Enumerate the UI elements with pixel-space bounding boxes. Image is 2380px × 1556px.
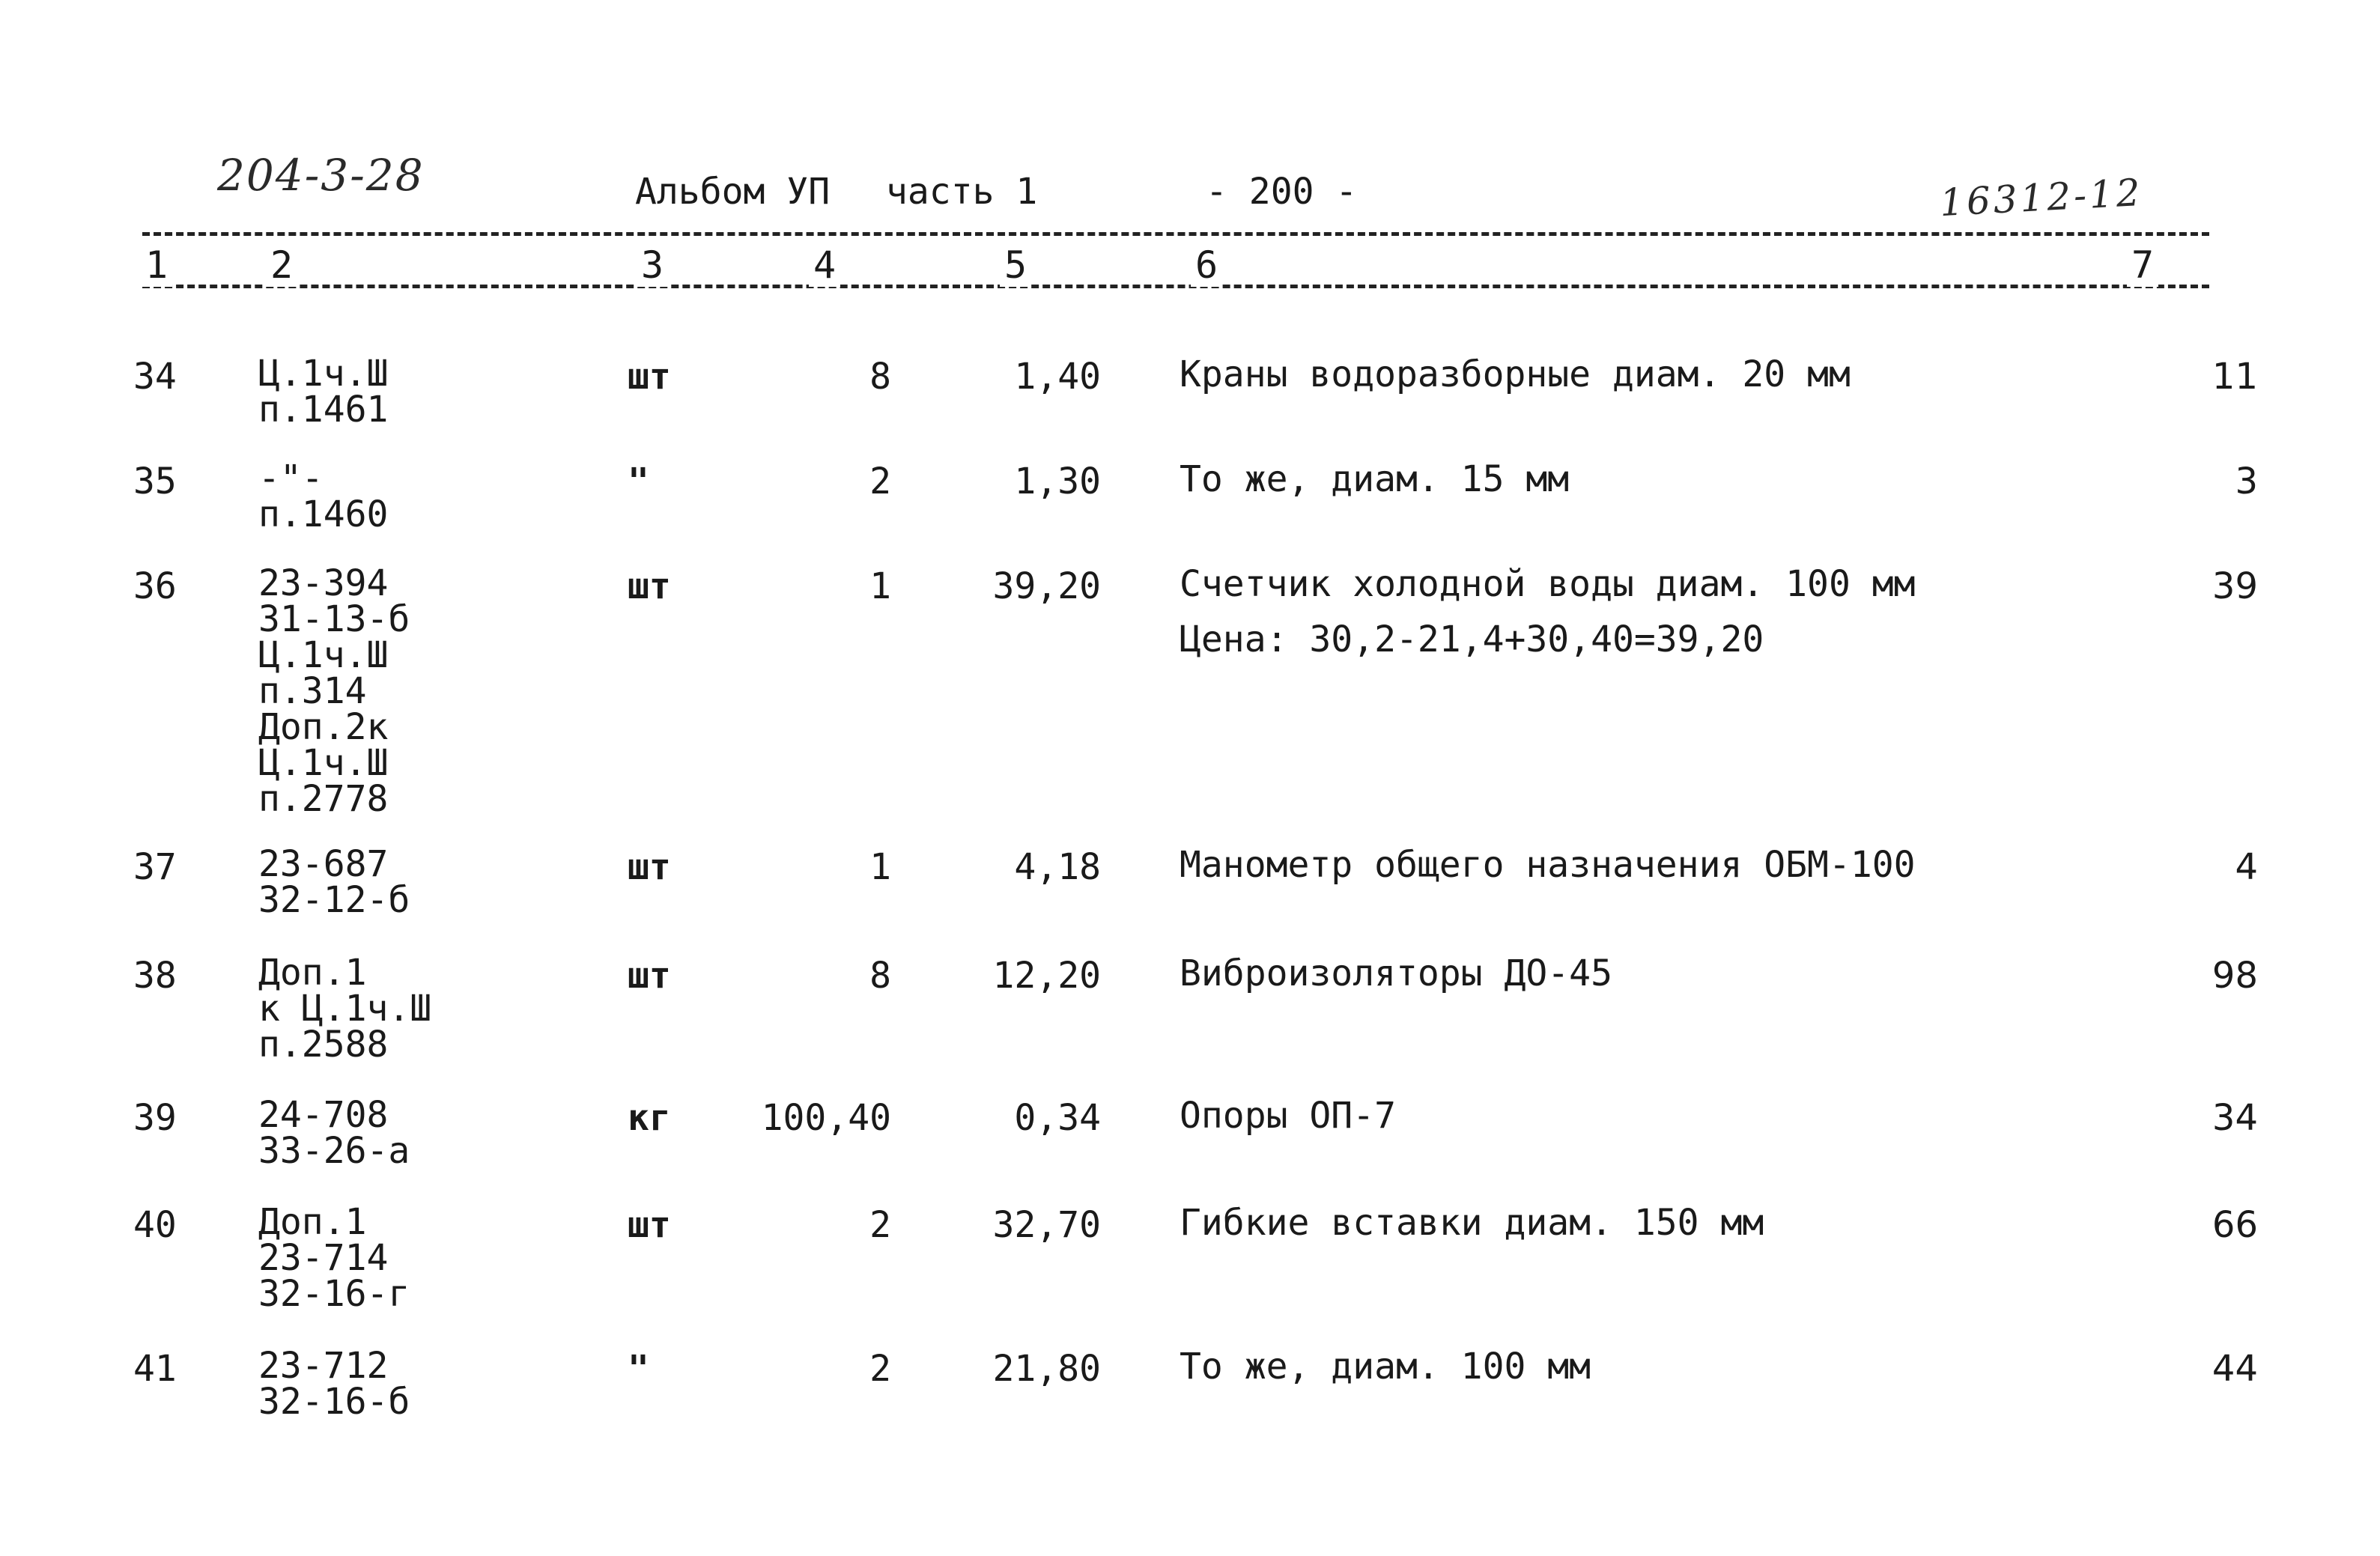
reference: [258, 952, 432, 1066]
total: 4: [2235, 846, 2258, 888]
row-number: 35: [133, 461, 177, 502]
header-divider-top: [142, 232, 2209, 236]
row-number: 34: [133, 356, 177, 398]
description: [1180, 452, 1569, 507]
handwritten-number: 16312-12: [1938, 170, 2144, 225]
reference-line: п.2588: [258, 1024, 389, 1066]
unit-price: 4,18: [1014, 846, 1101, 888]
unit-price: 0,34: [1014, 1097, 1101, 1139]
reference: [258, 1094, 410, 1172]
reference: [258, 1345, 410, 1423]
total: 34: [2211, 1097, 2258, 1139]
total: 98: [2211, 955, 2258, 997]
total: 11: [2211, 356, 2258, 398]
description: [1180, 556, 1916, 667]
row-number: 36: [133, 565, 177, 607]
unit: шт: [628, 565, 671, 607]
quantity: 8: [869, 356, 891, 398]
reference: [258, 562, 410, 820]
reference-line: Ц.1ч.Ш: [258, 353, 389, 395]
column-number-6: 6: [1191, 243, 1222, 287]
description-line: Счетчик холодной воды диам. 100 мм: [1180, 563, 1916, 605]
unit: шт: [628, 955, 671, 997]
reference-line: Ц.1ч.Ш: [258, 634, 389, 676]
reference-line: 24-708: [258, 1094, 389, 1136]
description-line: Опоры ОП-7: [1180, 1095, 1396, 1137]
handwritten-code: 204-3-28: [217, 150, 425, 201]
reference-line: п.1460: [258, 493, 389, 535]
reference-line: к Ц.1ч.Ш: [258, 988, 432, 1030]
description: [1180, 837, 1916, 893]
page-number: - 200 -: [1206, 171, 1358, 213]
total: 44: [2211, 1348, 2258, 1390]
reference-line: -"-: [258, 458, 324, 499]
column-number-3: 3: [637, 243, 668, 287]
quantity: 100,40: [761, 1097, 891, 1139]
reference-line: Ц.1ч.Ш: [258, 742, 389, 784]
description-line: То же, диам. 15 мм: [1180, 458, 1570, 500]
reference-line: 23-714: [258, 1237, 389, 1279]
reference: [258, 843, 410, 921]
row-number: 41: [133, 1348, 177, 1390]
quantity: 1: [869, 565, 891, 607]
reference: [258, 458, 389, 535]
row-number: 37: [133, 846, 177, 888]
reference-line: 23-394: [258, 562, 389, 604]
quantity: 2: [869, 1204, 891, 1246]
reference-line: 23-687: [258, 843, 389, 885]
description: [1180, 1195, 1764, 1250]
unit-price: 32,70: [992, 1204, 1101, 1246]
description: [1180, 1339, 1591, 1394]
reference-line: 32-16-б: [258, 1381, 410, 1423]
description: [1180, 946, 1612, 1001]
description: [1180, 1088, 1396, 1143]
reference-line: Доп.1: [258, 952, 367, 994]
total: 39: [2211, 565, 2258, 607]
unit: шт: [628, 846, 671, 888]
reference-line: п.314: [258, 670, 367, 712]
description-line: Манометр общего назначения ОБМ-100: [1180, 844, 1916, 886]
description-line: Виброизоляторы ДО-45: [1180, 952, 1612, 994]
unit-price: 12,20: [992, 955, 1101, 997]
column-number-5: 5: [1000, 243, 1031, 287]
reference-line: Доп.2к: [258, 706, 389, 748]
row-number: 38: [133, 955, 177, 997]
header-divider-bottom: [142, 285, 2209, 288]
unit-price: 21,80: [992, 1348, 1101, 1390]
row-number: 39: [133, 1097, 177, 1139]
unit-price: 1,40: [1014, 356, 1101, 398]
unit: шт: [628, 356, 671, 398]
description-line: Краны водоразборные диам. 20 мм: [1180, 353, 1851, 395]
description-line: То же, диам. 100 мм: [1180, 1346, 1591, 1388]
reference-line: 23-712: [258, 1345, 389, 1387]
reference: [258, 1201, 410, 1315]
total: 3: [2235, 461, 2258, 502]
column-number-1: 1: [141, 243, 172, 287]
row-number: 40: [133, 1204, 177, 1246]
quantity: 1: [869, 846, 891, 888]
column-number-2: 2: [266, 243, 297, 287]
album-label: Альбом УП: [635, 171, 831, 213]
reference-line: 31-13-б: [258, 598, 410, 640]
description-line: Гибкие вставки диам. 150 мм: [1180, 1202, 1764, 1244]
part-label: часть 1: [886, 171, 1038, 213]
unit: ": [628, 1348, 649, 1390]
unit: шт: [628, 1204, 671, 1246]
quantity: 2: [869, 461, 891, 502]
description-line: Цена: 30,2-21,4+30,40=39,20: [1180, 619, 1764, 660]
reference: [258, 353, 389, 431]
quantity: 8: [869, 955, 891, 997]
unit-price: 1,30: [1014, 461, 1101, 502]
column-number-4: 4: [809, 243, 840, 287]
description: [1180, 347, 1851, 402]
column-number-7: 7: [2127, 243, 2158, 287]
reference-line: 33-26-а: [258, 1130, 410, 1172]
unit: кг: [628, 1097, 671, 1139]
unit: ": [628, 461, 649, 502]
total: 66: [2211, 1204, 2258, 1246]
reference-line: Доп.1: [258, 1201, 367, 1243]
reference-line: 32-16-г: [258, 1273, 410, 1315]
reference-line: п.1461: [258, 389, 389, 431]
quantity: 2: [869, 1348, 891, 1390]
reference-line: п.2778: [258, 778, 389, 820]
reference-line: 32-12-б: [258, 879, 410, 921]
unit-price: 39,20: [992, 565, 1101, 607]
